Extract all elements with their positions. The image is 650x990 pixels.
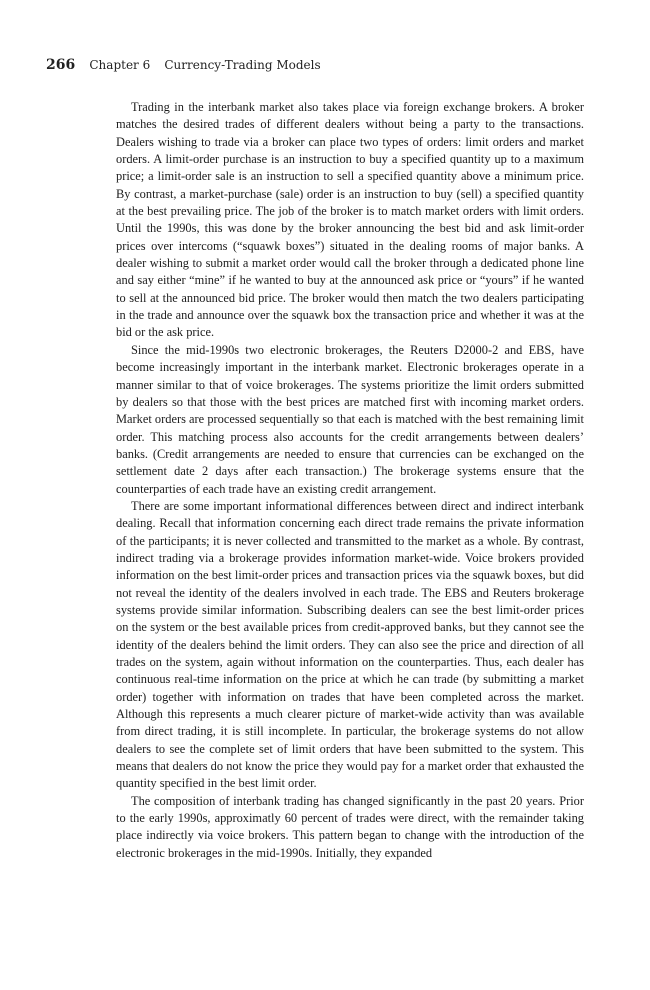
chapter-label: Chapter 6 [89,58,151,72]
running-head [46,57,321,74]
page-number: 266 [46,57,76,73]
body-text [116,99,584,862]
paragraph-electronic-brokerages: Since the mid-1990s two electronic brokerages, the Reuters D2000-2 and EBS, have become increasingly important in the interbank market. Electronic brokerages operate in a manner similar to that of voice brokerages. The systems prioritize the limit orders submitted by dealers so that those with the best prices are matched first with incoming market orders. Market orders are processed sequentially so that each is matched with the best remaining limit order. This matching process also accounts for the credit arrangements between dealers’ banks. (Credit arrangements are needed to ensure that currencies can be exchanged on the settlement date 2 days after each transaction.) The brokerage systems ensure that the counterparties of each trade have an existing credit arrangement. [116,342,584,496]
paragraph-informational-differences: There are some important informational differences between direct and indirect interbank dealing. Recall that information concerning each direct trade remains the private information of the participants; it is never collected and transmitted to the market as a whole. By contrast, indirect trading via a brokerage provides information market-wide. Voice brokers provided information on the best limit-order prices and transaction prices via the squawk boxes, but did not reveal the identity of the dealers involved in each trade. The EBS and Reuters brokerage systems provide similar information. Subscribing dealers can see the best limit-order prices on the system or the best available prices from credit-approved banks, but they cannot see the identity of the dealers behind the limit orders. They can also see the price and direction of all trades on the system, again without information on the counterparties. Thus, each dealer has continuous real-time information on the price at which he can trade (by submitting a market order) together with information on trades that have been completed across the market. Although this represents a much clearer picture of market-wide activity than was available from direct trading, it is still incomplete. In particular, the brokerage systems do not allow dealers to see the complete set of limit orders that have been submitted to the system. This means that dealers do not know the price they would pay for a market order that exhausted the quantity specified in the best limit order. [116,498,584,791]
paragraph-trading-composition: The composition of interbank trading has changed significantly in the past 20 years. Prior to the early 1990s, approximatly 60 percent of trades were direct, with the remainder taking place indirectly via voice brokers. This pattern began to change with the introduction of the electronic brokerages in the mid-1990s. Initially, they expanded [116,793,584,860]
paragraph-interbank-brokers: Trading in the interbank market also takes place via foreign exchange brokers. A broker matches the desired trades of different dealers without being a party to the transactions. Dealers wishing to trade via a broker can place two types of orders: limit orders and market orders. A limit-order purchase is an instruction to buy a specified quantity up to a maximum price; a limit-order sale is an instruction to sell a specified quantity above a minimum price. By contrast, a market-purchase (sale) order is an instruction to buy (sell) a specified quantity at the best prevailing price. The job of the broker is to match market orders with limit orders. Until the 1990s, this was done by the broker announcing the best bid and ask limit-order prices over intercoms (“squawk boxes”) situated in the dealing rooms of major banks. A dealer wishing to submit a market order would call the broker through a dedicated phone line and say either “mine” if he wanted to buy at the announced ask price or “yours” if he wanted to sell at the announced bid price. The broker would then match the two dealers participating in the trade and announce over the squawk box the transaction price and whether it was at the bid or the ask price. [116,100,584,340]
chapter-title: Currency-Trading Models [164,58,321,72]
